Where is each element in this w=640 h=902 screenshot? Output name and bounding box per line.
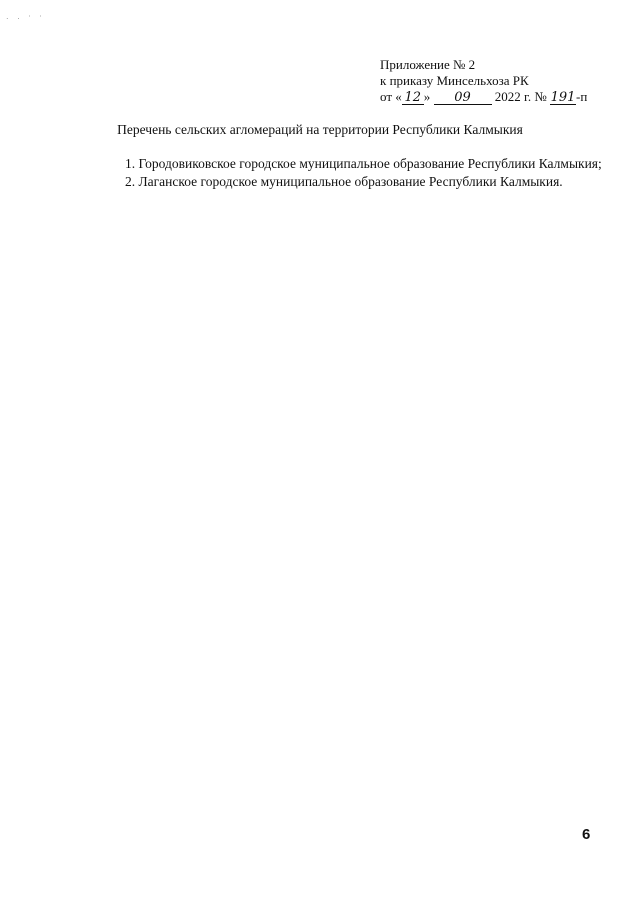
appendix-date-line bbox=[380, 89, 587, 105]
handwritten-order-number: 191 bbox=[550, 90, 576, 105]
date-prefix: от « bbox=[380, 89, 402, 104]
quote-close: » bbox=[423, 89, 431, 104]
year-text: 2022 г. № bbox=[494, 89, 547, 104]
appendix-order-reference: к приказу Минсельхоза РК bbox=[380, 73, 529, 88]
appendix-title: Приложение № 2 bbox=[380, 57, 476, 72]
agglomeration-list bbox=[88, 155, 608, 191]
order-number-suffix: -п bbox=[576, 89, 588, 104]
appendix-header bbox=[380, 57, 587, 105]
document-title: Перечень сельских агломераций на территории Республики Калмыкия bbox=[117, 122, 523, 137]
handwritten-month: 09 bbox=[434, 92, 492, 105]
list-item-2: 2. Лаганское городское муниципальное образование Республики Калмыкия. bbox=[125, 174, 563, 189]
page-number: 6 bbox=[582, 826, 591, 843]
list-item-1: 1. Городовиковское городское муниципальное образование Республики Калмыкия; bbox=[125, 156, 602, 171]
scan-artifacts: . . · · bbox=[6, 12, 45, 21]
handwritten-day: 12 bbox=[402, 92, 424, 105]
